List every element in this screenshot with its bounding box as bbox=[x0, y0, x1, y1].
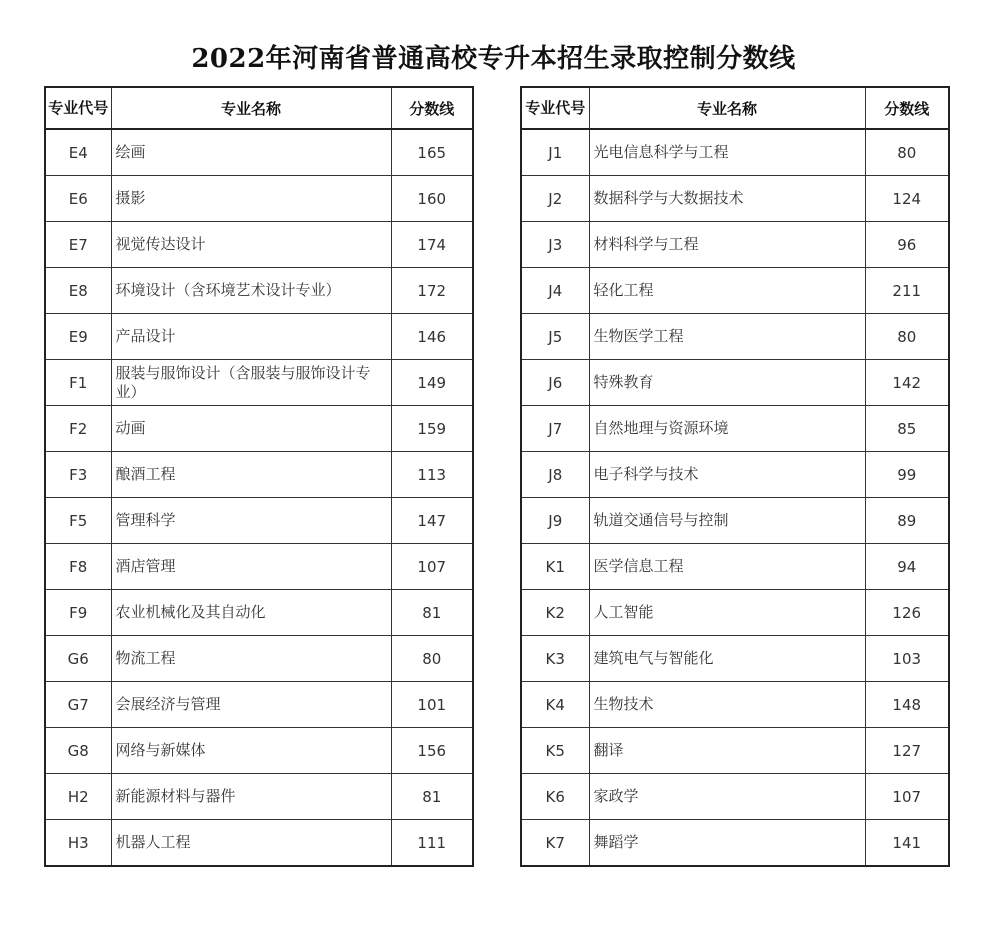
major-code: J7 bbox=[521, 406, 589, 452]
major-name: 生物技术 bbox=[589, 682, 865, 728]
table-row bbox=[521, 314, 949, 360]
cutoff-score: 148 bbox=[865, 682, 949, 728]
table-row bbox=[521, 590, 949, 636]
major-code: K4 bbox=[521, 682, 589, 728]
cutoff-score: 111 bbox=[391, 820, 473, 867]
cutoff-score: 99 bbox=[865, 452, 949, 498]
cutoff-score: 156 bbox=[391, 728, 473, 774]
major-code: E9 bbox=[45, 314, 111, 360]
table-row bbox=[45, 222, 473, 268]
column-header-name: 专业名称 bbox=[589, 87, 865, 129]
major-name: 翻译 bbox=[589, 728, 865, 774]
major-code: G8 bbox=[45, 728, 111, 774]
table-row bbox=[45, 820, 473, 867]
table-row bbox=[45, 176, 473, 222]
major-code: J8 bbox=[521, 452, 589, 498]
cutoff-score: 103 bbox=[865, 636, 949, 682]
major-code: H3 bbox=[45, 820, 111, 867]
major-code: K2 bbox=[521, 590, 589, 636]
major-code: F2 bbox=[45, 406, 111, 452]
table-row bbox=[45, 728, 473, 774]
table-row bbox=[45, 498, 473, 544]
major-code: J3 bbox=[521, 222, 589, 268]
cutoff-score: 107 bbox=[391, 544, 473, 590]
major-name: 网络与新媒体 bbox=[111, 728, 391, 774]
cutoff-score: 81 bbox=[391, 590, 473, 636]
major-code: E6 bbox=[45, 176, 111, 222]
cutoff-score: 174 bbox=[391, 222, 473, 268]
table-row bbox=[45, 774, 473, 820]
cutoff-score: 165 bbox=[391, 129, 473, 176]
cutoff-score: 147 bbox=[391, 498, 473, 544]
major-name: 材料科学与工程 bbox=[589, 222, 865, 268]
column-header-code: 专业代号 bbox=[45, 87, 111, 129]
cutoff-score: 80 bbox=[391, 636, 473, 682]
cutoff-score: 107 bbox=[865, 774, 949, 820]
major-code: E7 bbox=[45, 222, 111, 268]
major-name: 人工智能 bbox=[589, 590, 865, 636]
major-name: 酒店管理 bbox=[111, 544, 391, 590]
table-row bbox=[521, 820, 949, 867]
table-row bbox=[45, 544, 473, 590]
major-code: G6 bbox=[45, 636, 111, 682]
major-code: K3 bbox=[521, 636, 589, 682]
major-name: 光电信息科学与工程 bbox=[589, 129, 865, 176]
major-code: E4 bbox=[45, 129, 111, 176]
major-code: H2 bbox=[45, 774, 111, 820]
cutoff-score: 85 bbox=[865, 406, 949, 452]
major-code: F8 bbox=[45, 544, 111, 590]
table-row bbox=[521, 406, 949, 452]
major-name: 产品设计 bbox=[111, 314, 391, 360]
cutoff-score: 172 bbox=[391, 268, 473, 314]
major-name: 轨道交通信号与控制 bbox=[589, 498, 865, 544]
major-code: J1 bbox=[521, 129, 589, 176]
cutoff-score: 126 bbox=[865, 590, 949, 636]
major-name: 轻化工程 bbox=[589, 268, 865, 314]
major-name: 建筑电气与智能化 bbox=[589, 636, 865, 682]
table-row bbox=[45, 314, 473, 360]
table-row bbox=[45, 129, 473, 176]
table-row bbox=[521, 498, 949, 544]
major-name: 特殊教育 bbox=[589, 360, 865, 406]
major-name: 绘画 bbox=[111, 129, 391, 176]
column-header-score: 分数线 bbox=[391, 87, 473, 129]
major-code: E8 bbox=[45, 268, 111, 314]
table-header-row bbox=[45, 87, 473, 129]
major-name: 新能源材料与器件 bbox=[111, 774, 391, 820]
major-name: 酿酒工程 bbox=[111, 452, 391, 498]
table-row bbox=[521, 129, 949, 176]
major-name: 数据科学与大数据技术 bbox=[589, 176, 865, 222]
table-row bbox=[45, 590, 473, 636]
table-row bbox=[521, 268, 949, 314]
score-table-left bbox=[44, 86, 474, 867]
major-code: F3 bbox=[45, 452, 111, 498]
major-name: 农业机械化及其自动化 bbox=[111, 590, 391, 636]
major-name: 物流工程 bbox=[111, 636, 391, 682]
major-code: K6 bbox=[521, 774, 589, 820]
major-name: 服装与服饰设计（含服装与服饰设计专业） bbox=[111, 360, 391, 406]
cutoff-score: 101 bbox=[391, 682, 473, 728]
table-row bbox=[521, 682, 949, 728]
cutoff-score: 141 bbox=[865, 820, 949, 867]
major-code: J6 bbox=[521, 360, 589, 406]
cutoff-score: 89 bbox=[865, 498, 949, 544]
table-row bbox=[45, 682, 473, 728]
table-row bbox=[45, 452, 473, 498]
cutoff-score: 94 bbox=[865, 544, 949, 590]
cutoff-score: 211 bbox=[865, 268, 949, 314]
major-code: J9 bbox=[521, 498, 589, 544]
table-row bbox=[45, 406, 473, 452]
table-row bbox=[521, 774, 949, 820]
major-code: J5 bbox=[521, 314, 589, 360]
table-row bbox=[521, 360, 949, 406]
cutoff-score: 80 bbox=[865, 314, 949, 360]
cutoff-score: 124 bbox=[865, 176, 949, 222]
table-row bbox=[45, 636, 473, 682]
cutoff-score: 127 bbox=[865, 728, 949, 774]
cutoff-score: 146 bbox=[391, 314, 473, 360]
major-name: 自然地理与资源环境 bbox=[589, 406, 865, 452]
major-name: 电子科学与技术 bbox=[589, 452, 865, 498]
major-name: 舞蹈学 bbox=[589, 820, 865, 867]
column-header-code: 专业代号 bbox=[521, 87, 589, 129]
cutoff-score: 160 bbox=[391, 176, 473, 222]
major-code: F5 bbox=[45, 498, 111, 544]
table-row bbox=[521, 636, 949, 682]
major-code: J4 bbox=[521, 268, 589, 314]
table-header-row bbox=[521, 87, 949, 129]
table-row bbox=[521, 176, 949, 222]
cutoff-score: 159 bbox=[391, 406, 473, 452]
cutoff-score: 81 bbox=[391, 774, 473, 820]
major-name: 医学信息工程 bbox=[589, 544, 865, 590]
major-name: 摄影 bbox=[111, 176, 391, 222]
major-code: J2 bbox=[521, 176, 589, 222]
cutoff-score: 96 bbox=[865, 222, 949, 268]
major-name: 视觉传达设计 bbox=[111, 222, 391, 268]
cutoff-score: 113 bbox=[391, 452, 473, 498]
major-name: 管理科学 bbox=[111, 498, 391, 544]
major-code: K7 bbox=[521, 820, 589, 867]
table-row bbox=[45, 360, 473, 406]
page-title: 2022年河南省普通高校专升本招生录取控制分数线 bbox=[191, 44, 796, 74]
major-name: 生物医学工程 bbox=[589, 314, 865, 360]
table-row bbox=[45, 268, 473, 314]
cutoff-score: 142 bbox=[865, 360, 949, 406]
table-row bbox=[521, 728, 949, 774]
major-code: F9 bbox=[45, 590, 111, 636]
column-header-score: 分数线 bbox=[865, 87, 949, 129]
major-code: F1 bbox=[45, 360, 111, 406]
major-name: 环境设计（含环境艺术设计专业） bbox=[111, 268, 391, 314]
score-table-right bbox=[520, 86, 950, 867]
table-row bbox=[521, 452, 949, 498]
major-code: K5 bbox=[521, 728, 589, 774]
table-row bbox=[521, 544, 949, 590]
major-code: G7 bbox=[45, 682, 111, 728]
major-name: 机器人工程 bbox=[111, 820, 391, 867]
major-name: 家政学 bbox=[589, 774, 865, 820]
table-row bbox=[521, 222, 949, 268]
major-name: 动画 bbox=[111, 406, 391, 452]
major-name: 会展经济与管理 bbox=[111, 682, 391, 728]
cutoff-score: 80 bbox=[865, 129, 949, 176]
major-code: K1 bbox=[521, 544, 589, 590]
column-header-name: 专业名称 bbox=[111, 87, 391, 129]
cutoff-score: 149 bbox=[391, 360, 473, 406]
